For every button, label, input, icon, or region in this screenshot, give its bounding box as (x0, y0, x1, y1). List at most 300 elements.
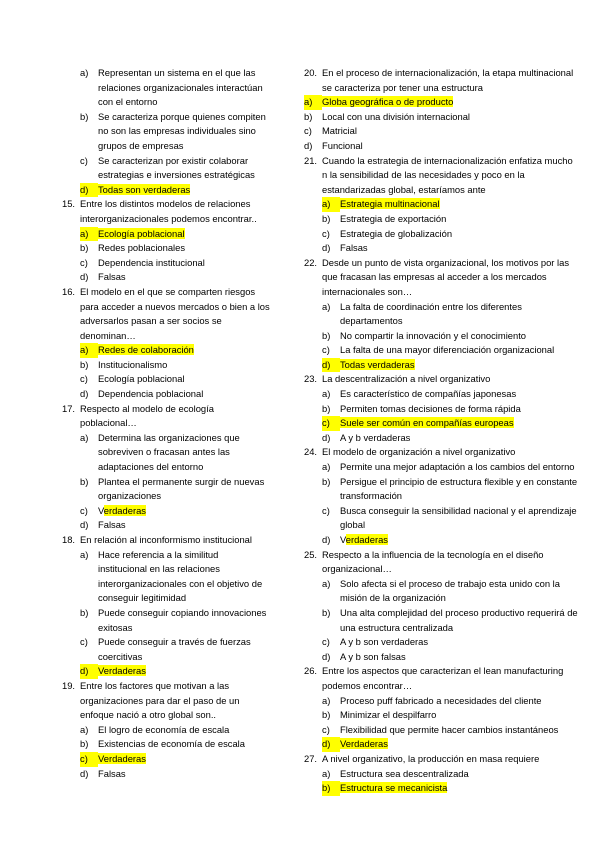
question-line: Entre los factores que motivan a las (80, 679, 230, 691)
answer-option (62, 358, 290, 373)
option-text (98, 752, 290, 767)
question-text (322, 372, 594, 387)
question-number: 27. (304, 752, 318, 764)
question-number: 17. (62, 402, 76, 414)
answer-option (304, 475, 594, 504)
question (304, 664, 594, 752)
option-line: Redes poblacionales (98, 242, 186, 254)
option-line: institucional en las relaciones (98, 563, 220, 575)
answer-option (304, 329, 594, 344)
answer-option (62, 752, 290, 767)
option-line: No compartir la innovación y el conocimiento (340, 329, 527, 341)
option-letter: b) (80, 110, 89, 122)
option-letter: a) (322, 197, 340, 212)
question-stem (62, 402, 290, 431)
option-text (340, 475, 594, 504)
option-line: Una alta complejidad del proceso productivo requerirá de (340, 606, 578, 618)
question-text (322, 154, 594, 198)
answer-option (304, 431, 594, 446)
question-stem (304, 548, 594, 577)
option-line: coercitivas (98, 650, 143, 662)
option-text (98, 66, 290, 110)
answer-option (62, 606, 290, 635)
option-line: Falsas (98, 271, 126, 283)
answer-option (62, 387, 290, 402)
question-line: podemos encontrar… (322, 679, 413, 691)
option-line: Puede conseguir copiando innovaciones (98, 606, 267, 618)
option-letter: a) (80, 723, 89, 735)
option-letter: b) (322, 212, 331, 224)
question-text (80, 679, 290, 723)
answer-option (62, 431, 290, 475)
option-line: Redes de colaboración (98, 344, 194, 356)
question-line: En el proceso de internacionalización, la etapa multinacional (322, 67, 574, 78)
option-text (340, 197, 594, 212)
option-letter: c) (322, 416, 340, 431)
question-stem (304, 256, 594, 300)
option-letter: d) (80, 519, 89, 531)
question (304, 66, 594, 154)
answer-option (304, 300, 594, 329)
option-line: Se caracterizan por existir colaborar (98, 154, 249, 166)
answer-option (62, 548, 290, 606)
question-line: adversarlos pasan a ser socios se (80, 315, 222, 327)
option-text (340, 650, 594, 665)
option-line: grupos de empresas (98, 139, 184, 151)
option-text (98, 767, 290, 782)
answer-option (62, 504, 290, 519)
answer-option (304, 781, 594, 796)
option-letter: c) (322, 344, 330, 356)
option-text (322, 124, 594, 139)
option-text (340, 577, 594, 606)
option-text (322, 95, 594, 110)
option-line: Institucionalismo (98, 358, 168, 370)
option-letter: d) (80, 388, 89, 400)
option-text-plain: V (98, 504, 104, 516)
option-text-highlighted: erdaderas (103, 504, 146, 516)
question-stem (304, 154, 594, 198)
option-line: Puede conseguir a través de fuerzas (98, 636, 251, 648)
answer-option (304, 124, 594, 139)
option-line: Globa geográfica o de producto (322, 96, 454, 108)
option-letter: a) (322, 577, 331, 589)
option-text (340, 737, 594, 752)
question-line: denominan… (80, 329, 136, 341)
option-line: Local con una división internacional (322, 110, 471, 122)
option-line: relaciones organizacionales interactúan (98, 81, 263, 93)
option-letter: a) (80, 67, 89, 78)
answer-option (62, 767, 290, 782)
question-line: Entre los distintos modelos de relaciones (80, 198, 251, 210)
question-text (80, 197, 290, 226)
question-number: 23. (304, 373, 318, 385)
option-text (340, 402, 594, 417)
question-text (80, 285, 290, 343)
option-line: Falsas (340, 242, 368, 254)
question-text (322, 548, 594, 577)
option-text (98, 431, 290, 475)
question-text (322, 256, 594, 300)
question (304, 752, 594, 796)
answer-option (304, 694, 594, 709)
option-text (98, 183, 290, 198)
option-line: Dependencia poblacional (98, 388, 204, 400)
answer-option (304, 650, 594, 665)
option-line: El logro de economía de escala (98, 723, 230, 735)
option-text (340, 504, 594, 533)
question-number: 26. (304, 665, 318, 677)
answer-option (62, 110, 290, 154)
answer-option (304, 241, 594, 256)
option-text-plain: V (340, 534, 346, 545)
option-line: Ecología poblacional (98, 373, 185, 385)
option-letter: a) (322, 461, 331, 473)
option-line: Solo afecta si el proceso de trabajo esta unido con la (340, 577, 560, 589)
option-letter: c) (80, 154, 88, 166)
question-stem (304, 372, 594, 387)
option-line: no son las empresas individuales sino (98, 125, 256, 137)
option-text (98, 256, 290, 271)
question-line: que fracasan las empresas al acceder a los mercados (322, 271, 547, 283)
option-line: Estrategia de exportación (340, 212, 447, 224)
question-line: La descentralización a nivel organizativo (322, 373, 491, 385)
question-stem (304, 752, 594, 767)
option-line: Hace referencia a la similitud (98, 548, 219, 560)
option-letter: b) (80, 242, 89, 254)
question-text (322, 445, 594, 460)
answer-option (304, 387, 594, 402)
option-line: Flexibilidad que permite hacer cambios instantáneos (340, 723, 559, 735)
option-line: Plantea el permanente surgir de nuevas (98, 475, 265, 487)
option-text (340, 781, 594, 796)
option-text (340, 329, 594, 344)
answer-option (304, 708, 594, 723)
option-text (98, 606, 290, 635)
option-line: Estrategia multinacional (340, 198, 440, 210)
question-number: 25. (304, 548, 318, 560)
option-line: Todas verdaderas (340, 358, 415, 370)
option-text (340, 416, 594, 431)
option-letter: b) (304, 110, 313, 122)
answer-option (62, 475, 290, 504)
question-number: 19. (62, 679, 76, 691)
question (304, 445, 594, 547)
option-letter: a) (80, 227, 98, 242)
answer-option (304, 577, 594, 606)
option-text (340, 343, 594, 358)
option-letter: d) (322, 650, 331, 662)
option-text (322, 139, 594, 154)
option-text (340, 358, 594, 373)
option-text (322, 110, 594, 125)
question-line: organizacional… (322, 563, 392, 575)
option-letter: a) (322, 300, 331, 312)
answer-option (62, 183, 290, 198)
question-stem (304, 664, 594, 693)
option-text (340, 694, 594, 709)
option-line: Busca conseguir la sensibilidad nacional y el aprendizaje (340, 504, 577, 516)
option-letter: b) (322, 781, 340, 796)
option-text (340, 723, 594, 738)
answer-option (62, 635, 290, 664)
option-line: Matricial (322, 125, 357, 137)
answer-option (304, 767, 594, 782)
answer-option (62, 343, 290, 358)
option-text (98, 227, 290, 242)
option-text (98, 387, 290, 402)
question-number: 20. (304, 67, 318, 78)
option-line: Existencias de economía de escala (98, 738, 245, 750)
answer-option (62, 518, 290, 533)
option-text (340, 431, 594, 446)
option-letter: a) (80, 548, 89, 560)
option-line: Todas son verdaderas (98, 183, 191, 195)
question-stem (304, 66, 594, 95)
option-letter: b) (80, 475, 89, 487)
option-line: Suele ser común en compañías europeas (340, 417, 514, 429)
answer-option (62, 241, 290, 256)
option-letter: c) (322, 636, 330, 648)
answer-option (62, 737, 290, 752)
question-stem (304, 445, 594, 460)
answer-option (304, 110, 594, 125)
question-line: organizaciones para dar el paso de un (80, 694, 240, 706)
question (304, 548, 594, 665)
option-line: departamentos (340, 315, 403, 327)
option-line: Representan un sistema en el que las (98, 67, 256, 78)
question-line: para acceder a nuevos mercados o bien a los (80, 300, 270, 312)
option-letter: c) (80, 256, 88, 268)
option-text (98, 358, 290, 373)
option-letter: b) (322, 329, 331, 341)
option-letter: d) (322, 242, 331, 254)
option-line: exitosas (98, 621, 133, 633)
option-line: Dependencia institucional (98, 256, 205, 268)
option-line: Verdaderas (340, 738, 388, 750)
option-text (98, 664, 290, 679)
option-letter: c) (80, 504, 88, 516)
right-column (304, 66, 594, 796)
answer-option (304, 402, 594, 417)
question-text (322, 752, 594, 767)
option-line: Verdaderas (98, 752, 146, 764)
option-line: Persigue el principio de estructura flexible y en constante (340, 475, 578, 487)
option-letter: a) (80, 431, 89, 443)
option-line: global (340, 519, 366, 531)
option-letter: d) (322, 737, 340, 752)
option-letter: d) (80, 664, 98, 679)
option-line: Verdaderas (98, 665, 146, 677)
option-line: A y b son verdaderas (340, 636, 429, 648)
question-line: poblacional… (80, 417, 137, 429)
question-line: El modelo en el que se comparten riesgos (80, 285, 256, 297)
option-line: adaptaciones del entorno (98, 461, 204, 473)
option-letter: a) (304, 95, 322, 110)
option-letter: c) (322, 723, 330, 735)
option-text (340, 460, 594, 475)
option-letter: d) (304, 139, 313, 151)
answer-option (304, 139, 594, 154)
option-line: Falsas (98, 519, 126, 531)
option-line: Es característico de compañías japonesas (340, 388, 517, 400)
answer-option (304, 416, 594, 431)
option-line: Ecología poblacional (98, 227, 185, 239)
answer-option (304, 227, 594, 242)
option-letter: b) (80, 738, 89, 750)
question-number: 15. (62, 198, 76, 210)
option-text (98, 372, 290, 387)
option-letter: b) (80, 358, 89, 370)
option-letter: a) (322, 767, 331, 779)
question (304, 256, 594, 373)
option-line: Permite una mejor adaptación a los cambios del entorno (340, 461, 575, 473)
option-letter: b) (322, 402, 331, 414)
option-letter: b) (322, 709, 331, 721)
option-letter: d) (322, 534, 331, 545)
answer-option (304, 95, 594, 110)
option-line: interorganizacionales con el objetivo de (98, 577, 263, 589)
option-letter: a) (322, 388, 331, 400)
option-letter: c) (80, 636, 88, 648)
question (62, 679, 290, 781)
question-line: internacionales son… (322, 285, 413, 297)
option-line: A y b verdaderas (340, 431, 411, 443)
option-line: Determina las organizaciones que (98, 431, 240, 443)
question (304, 372, 594, 445)
option-text (98, 518, 290, 533)
question-text (322, 664, 594, 693)
option-line: Proceso puff fabricado a necesidades del cliente (340, 694, 542, 706)
question-stem (62, 197, 290, 226)
question-line: enfoque nació a otro global son.. (80, 709, 217, 721)
question-line: A nivel organizativo, la producción en masa requiere (322, 752, 540, 764)
option-letter: c) (304, 125, 312, 137)
answer-option (62, 227, 290, 242)
option-line: La falta de coordinación entre los diferentes (340, 300, 522, 312)
option-line: A y b son falsas (340, 650, 406, 662)
answer-option (304, 737, 594, 752)
question-line: Desde un punto de vista organizacional, los motivos por las (322, 256, 570, 268)
option-letter: b) (322, 475, 331, 487)
option-text (340, 387, 594, 402)
question-line: estandarizadas global, estaríamos ante (322, 183, 486, 195)
question-line: se caracteriza por tener una estructura (322, 81, 484, 93)
option-text (98, 737, 290, 752)
option-line: Estrategia de globalización (340, 227, 453, 239)
question-number: 16. (62, 285, 76, 297)
option-line: conseguir legitimidad (98, 592, 187, 604)
option-text (340, 533, 594, 548)
answer-option (304, 343, 594, 358)
option-line: una estructura centralizada (340, 621, 454, 633)
option-letter: d) (80, 271, 89, 283)
option-line: organizaciones (98, 490, 162, 502)
option-letter: c) (322, 227, 330, 239)
option-letter: c) (80, 752, 98, 767)
question-number: 18. (62, 534, 76, 545)
answer-option (62, 154, 290, 183)
question-line: Entre los aspectos que caracterizan el lean manufacturing (322, 665, 564, 677)
option-text (98, 635, 290, 664)
question-text (80, 533, 290, 548)
option-line: estrategias e inversiones estratégicas (98, 169, 255, 181)
question-line: El modelo de organización a nivel organizativo (322, 446, 516, 458)
question-line: Cuando la estrategia de internacionalización enfatiza mucho (322, 154, 573, 166)
question (62, 533, 290, 679)
option-text (340, 708, 594, 723)
answer-option (304, 635, 594, 650)
option-line: Funcional (322, 139, 363, 151)
question (62, 197, 290, 285)
option-line: Estructura sea descentralizada (340, 767, 469, 779)
question-line: Respecto a la influencia de la tecnología en el diseño (322, 548, 544, 560)
question-line: Respecto al modelo de ecología (80, 402, 214, 414)
option-letter: d) (80, 183, 98, 198)
option-line: Minimizar el despilfarro (340, 709, 437, 721)
answer-option (304, 460, 594, 475)
option-text (340, 606, 594, 635)
option-text (340, 241, 594, 256)
answer-option (304, 723, 594, 738)
question-line: n la sensibilidad de las necesidades y poco en la (322, 169, 525, 181)
question-text (322, 66, 594, 95)
option-letter: a) (322, 694, 331, 706)
question-number: 24. (304, 446, 318, 458)
option-text (340, 635, 594, 650)
option-line: misión de la organización (340, 592, 446, 604)
option-line: con el entorno (98, 96, 158, 108)
question-line: interorganizacionales podemos encontrar.. (80, 212, 257, 224)
answer-option (304, 606, 594, 635)
answer-option (62, 372, 290, 387)
option-text (98, 723, 290, 738)
option-text (98, 110, 290, 154)
answer-option (304, 358, 594, 373)
question-line: En relación al inconformismo institucional (80, 534, 252, 545)
answer-option (62, 664, 290, 679)
option-text (98, 475, 290, 504)
option-text (340, 300, 594, 329)
option-text (98, 548, 290, 606)
answer-option (304, 533, 594, 548)
option-letter: d) (322, 431, 331, 443)
question (62, 402, 290, 533)
option-text (340, 227, 594, 242)
answer-option (62, 270, 290, 285)
answer-option (304, 197, 594, 212)
answer-option (304, 212, 594, 227)
option-letter: c) (322, 504, 330, 516)
option-text (98, 241, 290, 256)
option-text (98, 343, 290, 358)
option-letter: a) (80, 343, 98, 358)
option-letter: b) (80, 606, 89, 618)
option-text (340, 767, 594, 782)
option-line: La falta de una mayor diferenciación organizacional (340, 344, 555, 356)
answer-option (304, 504, 594, 533)
option-line: Estructura se mecanicista (340, 782, 448, 794)
option-letter: d) (80, 767, 89, 779)
option-line: Falsas (98, 767, 126, 779)
left-column (62, 66, 290, 781)
question-stem (62, 285, 290, 343)
question-number: 21. (304, 154, 318, 166)
option-letter: c) (80, 373, 88, 385)
question-stem (62, 533, 290, 548)
option-text (98, 154, 290, 183)
option-line: Permiten tomas decisiones de forma rápida (340, 402, 521, 414)
